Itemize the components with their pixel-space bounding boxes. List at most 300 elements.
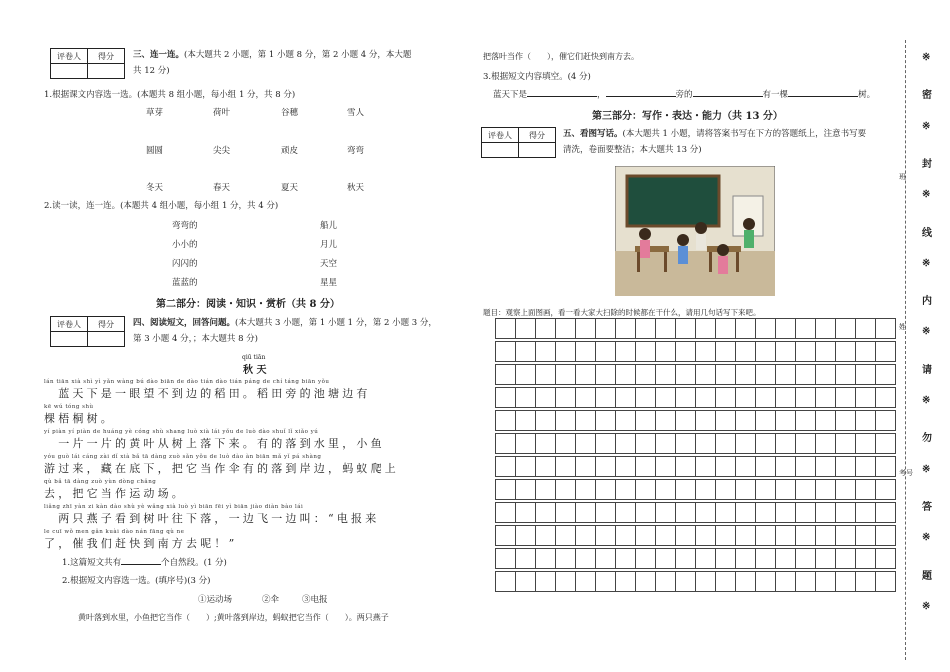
grid-cell[interactable]: [676, 549, 696, 569]
notice-char: 内: [922, 296, 932, 308]
grid-cell[interactable]: [536, 319, 556, 339]
grid-cell[interactable]: [876, 365, 896, 385]
grid-cell[interactable]: [756, 365, 776, 385]
grid-cell[interactable]: [796, 411, 816, 431]
word-cell: 谷穗: [281, 108, 299, 118]
grid-cell[interactable]: [656, 342, 676, 362]
score-box-section5: [481, 127, 556, 158]
reference-mark-glyph: ※: [922, 395, 931, 406]
section4-title: 四、阅读短文，回答问题。(本大题共 3 小题，第 1 小题 1 分，第 2 小题 3 分， 第 3 小题 4 分，；本大题共 8 分): [133, 318, 437, 344]
grid-cell[interactable]: [576, 526, 596, 546]
grid-cell[interactable]: [576, 549, 596, 569]
grid-cell[interactable]: [716, 572, 736, 592]
writing-grid[interactable]: [495, 318, 896, 592]
passage-line: 两只燕子看到树叶往下落，一边飞一边叫：“电报来: [44, 512, 380, 525]
grid-cell[interactable]: [636, 457, 656, 477]
grid-cell[interactable]: [696, 457, 716, 477]
pinyin-line: yóu guò lái cáng zài dǐ xià bǎ tā dàng zuò sǎn yǒu de luò dào àn biān mǎ yǐ pá shàng: [44, 454, 322, 460]
grid-cell[interactable]: [876, 526, 896, 546]
grid-cell[interactable]: [536, 457, 556, 477]
score-cell[interactable]: [88, 64, 125, 79]
grid-cell[interactable]: [636, 365, 656, 385]
answer-blank[interactable]: [121, 564, 161, 565]
notice-char: 封: [922, 158, 932, 170]
grid-cell[interactable]: [596, 526, 616, 546]
match-right-item: 星星: [320, 278, 338, 288]
grid-cell[interactable]: [636, 503, 656, 523]
grid-cell[interactable]: [856, 434, 876, 454]
grid-cell[interactable]: [836, 365, 856, 385]
grid-cell[interactable]: [556, 503, 576, 523]
answer-blank[interactable]: [606, 96, 676, 97]
grid-cell[interactable]: [756, 503, 776, 523]
grid-cell[interactable]: [536, 549, 556, 569]
grid-cell[interactable]: [636, 526, 656, 546]
grid-cell[interactable]: [736, 388, 756, 408]
grid-cell[interactable]: [716, 457, 736, 477]
grid-cell[interactable]: [636, 319, 656, 339]
grid-cell[interactable]: [876, 457, 896, 477]
grid-cell[interactable]: [536, 388, 556, 408]
passage-line: 棵梧桐树。: [44, 412, 115, 425]
grid-cell[interactable]: [796, 388, 816, 408]
grid-cell[interactable]: [836, 388, 856, 408]
grid-cell[interactable]: [776, 480, 796, 500]
grid-cell[interactable]: [496, 457, 516, 477]
word-cell: 草芽: [146, 108, 164, 118]
grid-cell[interactable]: [536, 365, 556, 385]
passage-line: 了，催我们赶快到南方去呢！”: [44, 537, 238, 550]
grid-cell[interactable]: [536, 411, 556, 431]
grid-cell[interactable]: [776, 526, 796, 546]
grid-cell[interactable]: [796, 365, 816, 385]
grid-cell[interactable]: [836, 342, 856, 362]
grid-cell[interactable]: [496, 388, 516, 408]
grid-cell[interactable]: [776, 319, 796, 339]
grid-cell[interactable]: [516, 365, 536, 385]
grid-cell[interactable]: [576, 572, 596, 592]
grid-cell[interactable]: [856, 503, 876, 523]
grid-cell[interactable]: [516, 457, 536, 477]
grid-cell[interactable]: [516, 411, 536, 431]
grid-cell[interactable]: [516, 434, 536, 454]
option-item: ③电报: [302, 595, 328, 605]
grid-cell[interactable]: [616, 480, 636, 500]
grid-cell[interactable]: [616, 457, 636, 477]
grid-cell[interactable]: [636, 434, 656, 454]
grid-cell[interactable]: [736, 503, 756, 523]
grid-cell[interactable]: [556, 365, 576, 385]
grid-cell[interactable]: [836, 411, 856, 431]
grid-cell[interactable]: [716, 411, 736, 431]
grid-cell[interactable]: [496, 342, 516, 362]
grid-cell[interactable]: [836, 457, 856, 477]
grid-cell[interactable]: [696, 526, 716, 546]
grid-cell[interactable]: [836, 480, 856, 500]
grid-cell[interactable]: [876, 342, 896, 362]
grid-cell[interactable]: [616, 319, 636, 339]
grid-cell[interactable]: [556, 526, 576, 546]
grid-cell[interactable]: [736, 526, 756, 546]
grid-cell[interactable]: [656, 526, 676, 546]
grid-cell[interactable]: [616, 434, 636, 454]
grid-cell[interactable]: [856, 572, 876, 592]
grid-cell[interactable]: [836, 319, 856, 339]
grid-cell[interactable]: [616, 572, 636, 592]
grid-cell[interactable]: [576, 411, 596, 431]
grid-cell[interactable]: [496, 434, 516, 454]
grid-cell[interactable]: [816, 526, 836, 546]
reference-mark-glyph: ※: [922, 52, 931, 63]
grid-cell[interactable]: [736, 549, 756, 569]
grid-cell[interactable]: [496, 411, 516, 431]
grid-cell[interactable]: [696, 342, 716, 362]
grid-cell[interactable]: [756, 526, 776, 546]
answer-blank[interactable]: [527, 96, 597, 97]
section4-q3: 3.根据短文内容填空。(4 分): [483, 72, 591, 82]
grid-cell[interactable]: [596, 480, 616, 500]
grid-cell[interactable]: [596, 434, 616, 454]
grid-cell[interactable]: [776, 434, 796, 454]
grid-cell[interactable]: [656, 365, 676, 385]
section5-title: 五、看图写话。(本大题共 1 小题，请将答案书写在下方的答题纸上，注意书写要 清洗，卷面要整洁；本大题共 13 分): [563, 129, 867, 155]
grid-cell[interactable]: [836, 526, 856, 546]
passage-line: 蓝天下是一眼望不到边的稻田。稻田旁的池塘边有: [44, 387, 371, 400]
grid-cell[interactable]: [616, 388, 636, 408]
grid-cell[interactable]: [556, 411, 576, 431]
grid-cell[interactable]: [556, 549, 576, 569]
grid-cell[interactable]: [576, 365, 596, 385]
grid-cell[interactable]: [696, 572, 716, 592]
grid-cell[interactable]: [856, 480, 876, 500]
pinyin-line: lán tiān xià shì yì yǎn wàng bú dào biān de dào tián dào tián páng de chí táng biān yǒu: [44, 379, 330, 385]
grid-cell[interactable]: [576, 319, 596, 339]
reference-mark-glyph: ※: [922, 120, 931, 132]
reference-mark-glyph: ※: [922, 326, 931, 338]
grid-cell[interactable]: [796, 549, 816, 569]
grid-cell[interactable]: [556, 457, 576, 477]
grid-cell[interactable]: [696, 411, 716, 431]
section5-prompt: 题目：观察上面图画，看一看大家大扫除的时候都在干什么，请用几句话写下来吧。: [483, 308, 761, 317]
grid-cell[interactable]: [696, 365, 716, 385]
grid-cell[interactable]: [796, 319, 816, 339]
grid-cell[interactable]: [876, 480, 896, 500]
word-cell: 雪人: [347, 108, 365, 118]
grid-cell[interactable]: [716, 319, 736, 339]
grid-cell[interactable]: [576, 457, 596, 477]
grid-cell[interactable]: [676, 319, 696, 339]
grid-cell[interactable]: [696, 319, 716, 339]
grid-cell[interactable]: [736, 480, 756, 500]
grid-cell[interactable]: [816, 457, 836, 477]
score-label: 得分: [88, 317, 125, 332]
score-box-section4: [50, 316, 125, 347]
match-left-item: 弯弯的: [172, 221, 198, 231]
grid-cell[interactable]: [496, 365, 516, 385]
grid-cell[interactable]: [676, 526, 696, 546]
word-cell: 圆圆: [146, 146, 164, 156]
grid-cell[interactable]: [676, 388, 696, 408]
grid-cell[interactable]: [856, 342, 876, 362]
grid-cell[interactable]: [776, 365, 796, 385]
grid-cell[interactable]: [776, 457, 796, 477]
grid-cell[interactable]: [876, 434, 896, 454]
grid-cell[interactable]: [776, 388, 796, 408]
grid-cell[interactable]: [836, 549, 856, 569]
word-cell: 顽皮: [281, 146, 299, 156]
grid-cell[interactable]: [556, 572, 576, 592]
grid-cell[interactable]: [676, 457, 696, 477]
grid-cell[interactable]: [596, 503, 616, 523]
poem-title-pinyin: qiū tiān: [242, 354, 266, 361]
grid-cell[interactable]: [556, 388, 576, 408]
grid-cell[interactable]: [676, 365, 696, 385]
grid-cell[interactable]: [656, 572, 676, 592]
grid-cell[interactable]: [556, 342, 576, 362]
grid-cell[interactable]: [596, 388, 616, 408]
grid-cell[interactable]: [596, 457, 616, 477]
grid-cell[interactable]: [616, 342, 636, 362]
grid-cell[interactable]: [596, 319, 616, 339]
grid-cell[interactable]: [596, 549, 616, 569]
grid-cell[interactable]: [816, 342, 836, 362]
grid-cell[interactable]: [716, 388, 736, 408]
grid-cell[interactable]: [496, 572, 516, 592]
grid-cell[interactable]: [756, 434, 776, 454]
grid-cell[interactable]: [876, 549, 896, 569]
grid-cell[interactable]: [856, 526, 876, 546]
grid-cell[interactable]: [836, 434, 856, 454]
grid-cell[interactable]: [576, 434, 596, 454]
grid-cell[interactable]: [656, 388, 676, 408]
grid-cell[interactable]: [516, 388, 536, 408]
grid-cell[interactable]: [696, 503, 716, 523]
grid-cell[interactable]: [776, 503, 796, 523]
grid-cell[interactable]: [576, 480, 596, 500]
grid-cell[interactable]: [716, 549, 736, 569]
reviewer-label: 评卷人: [51, 49, 88, 64]
grid-cell[interactable]: [556, 434, 576, 454]
grid-cell[interactable]: [656, 457, 676, 477]
grid-cell[interactable]: [856, 388, 876, 408]
grid-cell[interactable]: [776, 549, 796, 569]
part3-title: 第三部分：写作・表达・能力（共 13 分）: [592, 111, 783, 122]
grid-cell[interactable]: [756, 457, 776, 477]
grid-cell[interactable]: [876, 319, 896, 339]
grid-cell[interactable]: [656, 549, 676, 569]
grid-cell[interactable]: [876, 411, 896, 431]
grid-cell[interactable]: [816, 572, 836, 592]
grid-cell[interactable]: [556, 319, 576, 339]
grid-cell[interactable]: [616, 411, 636, 431]
grid-cell[interactable]: [796, 457, 816, 477]
word-cell: 春天: [213, 183, 231, 193]
grid-cell[interactable]: [756, 411, 776, 431]
grid-cell[interactable]: [876, 572, 896, 592]
grid-cell[interactable]: [696, 434, 716, 454]
grid-cell[interactable]: [816, 503, 836, 523]
grid-cell[interactable]: [816, 549, 836, 569]
grid-cell[interactable]: [716, 480, 736, 500]
grid-cell[interactable]: [736, 342, 756, 362]
grid-cell[interactable]: [596, 411, 616, 431]
grid-cell[interactable]: [876, 388, 896, 408]
grid-cell[interactable]: [796, 503, 816, 523]
grid-cell[interactable]: [856, 319, 876, 339]
grid-cell[interactable]: [676, 411, 696, 431]
grid-cell[interactable]: [816, 434, 836, 454]
word-cell: 秋天: [347, 183, 365, 193]
grid-cell[interactable]: [616, 549, 636, 569]
match-right-item: 月儿: [320, 240, 338, 250]
grid-cell[interactable]: [736, 434, 756, 454]
grid-cell[interactable]: [516, 572, 536, 592]
reviewer-label: 评卷人: [482, 128, 519, 143]
word-cell: 夏天: [281, 183, 299, 193]
grid-cell[interactable]: [776, 411, 796, 431]
grid-cell[interactable]: [536, 342, 556, 362]
grid-cell[interactable]: [756, 319, 776, 339]
grid-cell[interactable]: [856, 549, 876, 569]
grid-cell[interactable]: [816, 365, 836, 385]
grid-cell[interactable]: [796, 342, 816, 362]
grid-cell[interactable]: [496, 319, 516, 339]
grid-cell[interactable]: [796, 526, 816, 546]
grid-cell[interactable]: [496, 526, 516, 546]
grid-cell[interactable]: [716, 526, 736, 546]
grid-cell[interactable]: [756, 549, 776, 569]
grid-cell[interactable]: [816, 388, 836, 408]
grid-cell[interactable]: [536, 434, 556, 454]
grid-cell[interactable]: [636, 388, 656, 408]
grid-cell[interactable]: [836, 503, 856, 523]
reference-mark-glyph: ※: [922, 600, 931, 612]
pinyin-line: liǎng zhī yàn zi kàn dào shù yè wǎng xià luò yì biān fēi yì biān jiào diàn bào lái: [44, 504, 304, 510]
grid-cell[interactable]: [496, 503, 516, 523]
grid-cell[interactable]: [656, 480, 676, 500]
poem-title: 秋 天: [243, 365, 267, 376]
grid-cell[interactable]: [656, 503, 676, 523]
grid-cell[interactable]: [756, 342, 776, 362]
grid-cell[interactable]: [616, 503, 636, 523]
reference-mark-glyph: ※: [922, 257, 931, 269]
grid-cell[interactable]: [636, 549, 656, 569]
grid-cell[interactable]: [736, 457, 756, 477]
grid-cell[interactable]: [576, 388, 596, 408]
grid-cell[interactable]: [856, 365, 876, 385]
score-cell[interactable]: [519, 143, 556, 158]
grid-cell[interactable]: [516, 526, 536, 546]
grid-cell[interactable]: [516, 549, 536, 569]
grid-cell[interactable]: [736, 572, 756, 592]
grid-cell[interactable]: [536, 480, 556, 500]
grid-cell[interactable]: [676, 572, 696, 592]
grid-cell[interactable]: [796, 480, 816, 500]
grid-cell[interactable]: [636, 480, 656, 500]
grid-cell[interactable]: [736, 365, 756, 385]
reviewer-cell[interactable]: [51, 332, 88, 347]
grid-cell[interactable]: [756, 480, 776, 500]
classroom-cleaning-illustration: [615, 166, 775, 296]
grid-cell[interactable]: [776, 572, 796, 592]
option-item: ②伞: [262, 595, 280, 605]
grid-cell[interactable]: [716, 503, 736, 523]
grid-cell[interactable]: [816, 319, 836, 339]
grid-cell[interactable]: [516, 342, 536, 362]
grid-cell[interactable]: [596, 342, 616, 362]
grid-cell[interactable]: [696, 480, 716, 500]
notice-char: 密: [922, 90, 932, 102]
grid-cell[interactable]: [596, 365, 616, 385]
grid-cell[interactable]: [676, 342, 696, 362]
grid-cell[interactable]: [716, 434, 736, 454]
grid-cell[interactable]: [696, 388, 716, 408]
grid-cell[interactable]: [656, 411, 676, 431]
grid-cell[interactable]: [776, 342, 796, 362]
grid-cell[interactable]: [676, 434, 696, 454]
grid-cell[interactable]: [616, 526, 636, 546]
name-label: 姓: [899, 323, 906, 331]
grid-cell[interactable]: [676, 480, 696, 500]
grid-cell[interactable]: [796, 434, 816, 454]
grid-cell[interactable]: [556, 480, 576, 500]
grid-cell[interactable]: [716, 365, 736, 385]
grid-cell[interactable]: [756, 388, 776, 408]
grid-cell[interactable]: [836, 572, 856, 592]
reviewer-cell[interactable]: [51, 64, 88, 79]
grid-cell[interactable]: [736, 411, 756, 431]
match-left-item: 蓝蓝的: [172, 278, 198, 288]
grid-cell[interactable]: [696, 549, 716, 569]
grid-cell[interactable]: [656, 434, 676, 454]
grid-cell[interactable]: [636, 411, 656, 431]
grid-cell[interactable]: [676, 503, 696, 523]
grid-cell[interactable]: [796, 572, 816, 592]
grid-cell[interactable]: [496, 480, 516, 500]
grid-cell[interactable]: [816, 411, 836, 431]
grid-cell[interactable]: [636, 572, 656, 592]
grid-cell[interactable]: [516, 319, 536, 339]
grid-cell[interactable]: [616, 365, 636, 385]
grid-cell[interactable]: [496, 549, 516, 569]
answer-blank[interactable]: [788, 96, 858, 97]
grid-cell[interactable]: [596, 572, 616, 592]
reference-mark-glyph: ※: [922, 189, 931, 201]
grid-cell[interactable]: [536, 503, 556, 523]
score-box-section3: [50, 48, 125, 79]
grid-cell[interactable]: [816, 480, 836, 500]
grid-cell[interactable]: [876, 503, 896, 523]
grid-cell[interactable]: [516, 480, 536, 500]
grid-cell[interactable]: [536, 526, 556, 546]
grid-cell[interactable]: [736, 319, 756, 339]
option-item: ①运动场: [198, 595, 233, 605]
score-cell[interactable]: [88, 332, 125, 347]
grid-cell[interactable]: [756, 572, 776, 592]
grid-cell[interactable]: [576, 342, 596, 362]
reviewer-cell[interactable]: [482, 143, 519, 158]
grid-cell[interactable]: [856, 457, 876, 477]
grid-cell[interactable]: [636, 342, 656, 362]
grid-cell[interactable]: [576, 503, 596, 523]
grid-cell[interactable]: [856, 411, 876, 431]
answer-blank[interactable]: [693, 96, 763, 97]
section4-q2-sentence-cont: 把落叶当作（ ），催它们赶快到南方去。: [483, 52, 639, 61]
grid-cell[interactable]: [516, 503, 536, 523]
grid-cell[interactable]: [656, 319, 676, 339]
grid-cell[interactable]: [536, 572, 556, 592]
grid-cell[interactable]: [716, 342, 736, 362]
